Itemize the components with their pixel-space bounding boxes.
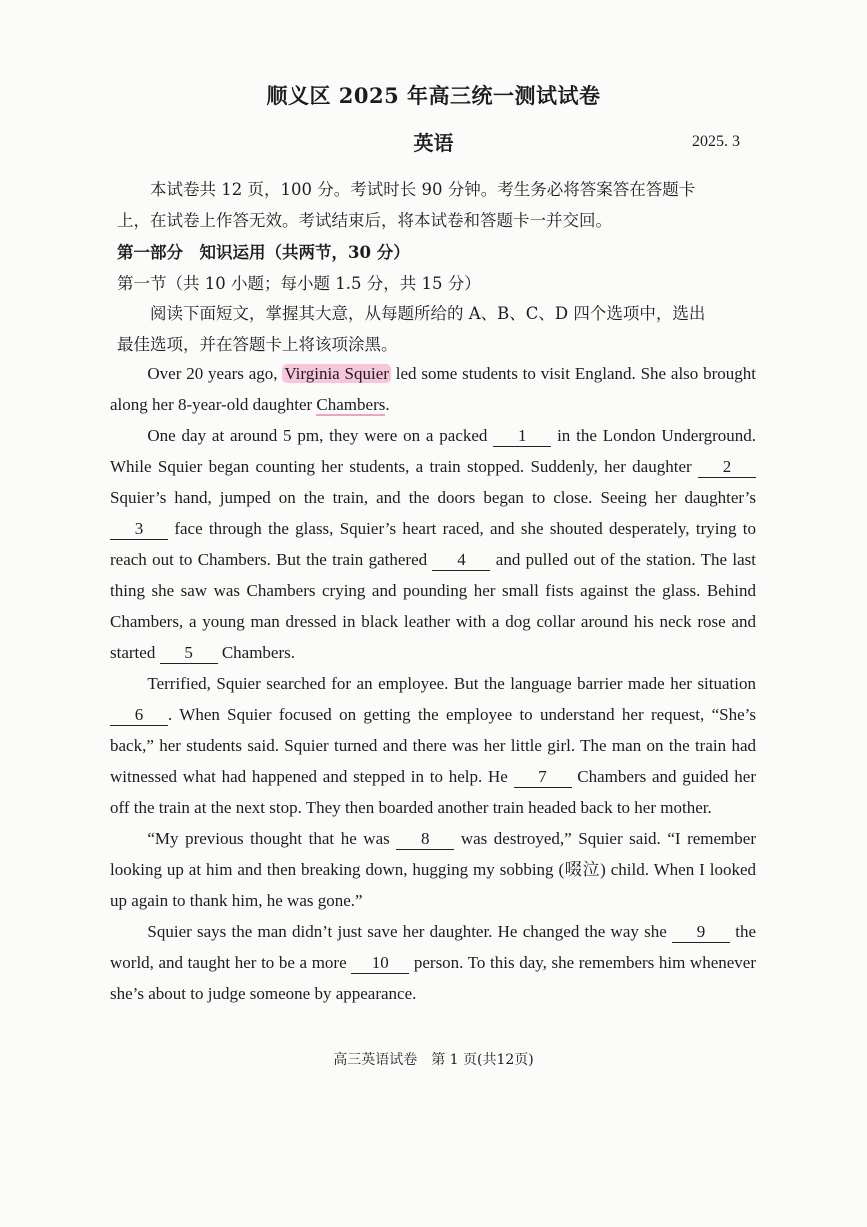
p3-text-c: Chambers and guided her off the train at the next stop. They then boarded another train headed back to her mother. bbox=[110, 767, 756, 817]
p5-text-a: Squier says the man didn’t just save her daughter. He changed the way she bbox=[147, 922, 667, 941]
subject-title: 英语 bbox=[413, 131, 454, 155]
p5-text-c: person. To this day, she remembers him whenever she’s about to judge someone by appearance. bbox=[110, 953, 757, 1003]
instructions-line-2: 上，在试卷上作答无效。考试结束后，将本试卷和答题卡一并交回。 bbox=[117, 211, 612, 230]
blank-8: 8 bbox=[396, 829, 454, 850]
blank-6: 6 bbox=[110, 705, 168, 726]
instructions-line-1: 本试卷共 12 页，100 分。考试时长 90 分钟。考生务必将答案答在答题卡 bbox=[150, 180, 696, 199]
direction-line-1: 阅读下面短文，掌握其大意，从每题所给的 A、B、C、D 四个选项中，选出 bbox=[150, 304, 706, 323]
paragraph-3 bbox=[110, 668, 756, 823]
p5-text-b: the world, and taught her to be a more bbox=[110, 922, 757, 972]
part-title: 第一部分 知识运用（共两节，30 分） bbox=[117, 243, 410, 262]
highlighted-name: Virginia Squier bbox=[284, 364, 389, 383]
paragraph-2 bbox=[110, 420, 756, 668]
p1-text-c: . bbox=[385, 395, 390, 414]
blank-7: 7 bbox=[514, 767, 572, 788]
p3-text-b: . When Squier focused on getting the employee to understand her request, “She’s back,” her students said. Squier turned and there was her little girl. The man on the train had witnessed what had happened and stepped in to help. He bbox=[110, 705, 756, 786]
exam-title: 顺义区 2025 年高三统一测试试卷 bbox=[266, 83, 601, 108]
blank-3: 3 bbox=[110, 519, 168, 540]
paragraph-1 bbox=[110, 358, 756, 420]
p4-text-b: was destroyed,” Squier said. “I remember looking up at him and then breaking down, hugging my sobbing (啜泣) child. When I looked up again to thank him, he was gone.” bbox=[110, 829, 756, 910]
underlined-name: Chambers bbox=[316, 395, 386, 414]
p2-text-a: One day at around 5 pm, they were on a packed bbox=[147, 426, 488, 445]
blank-4: 4 bbox=[432, 550, 490, 571]
blank-9: 9 bbox=[672, 922, 730, 943]
section-title: 第一节（共 10 小题；每小题 1.5 分，共 15 分） bbox=[117, 274, 481, 293]
p1-text-a: Over 20 years ago, bbox=[147, 364, 278, 383]
blank-2: 2 bbox=[698, 457, 756, 478]
paragraph-5 bbox=[110, 916, 756, 1009]
blank-10: 10 bbox=[351, 953, 409, 974]
blank-1: 1 bbox=[493, 426, 551, 447]
p2-text-d: face through the glass, Squier’s heart raced, and she shouted desperately, trying to reach out to Chambers. But the train gathered bbox=[110, 519, 756, 569]
p4-text-a: “My previous thought that he was bbox=[147, 829, 390, 848]
page-footer: 高三英语试卷 第 1 页(共12页) bbox=[333, 1052, 534, 1068]
p2-text-f: Chambers. bbox=[221, 643, 296, 662]
direction-line-2: 最佳选项，并在答题卡上将该项涂黑。 bbox=[117, 335, 398, 354]
p2-text-b: in the London Underground. While Squier began counting her students, a train stopped. Suddenly, her daughter bbox=[110, 426, 757, 476]
paragraph-4 bbox=[110, 823, 756, 916]
reading-passage bbox=[110, 358, 756, 1009]
blank-5: 5 bbox=[160, 643, 218, 664]
p3-text-a: Terrified, Squier searched for an employee. But the language barrier made her situation bbox=[147, 674, 756, 693]
p1-text-b: led some students to visit England. She also brought along her 8-year-old daughter bbox=[110, 364, 757, 414]
p2-text-c: Squier’s hand, jumped on the train, and the doors began to close. Seeing her daughter’s bbox=[110, 488, 756, 507]
exam-date: 2025. 3 bbox=[692, 133, 740, 150]
p2-text-e: and pulled out of the station. The last thing she saw was Chambers crying and pounding her small fists against the glass. Behind Chambers, a young man dressed in black leather with a dog collar around his neck rose and started bbox=[110, 550, 757, 662]
